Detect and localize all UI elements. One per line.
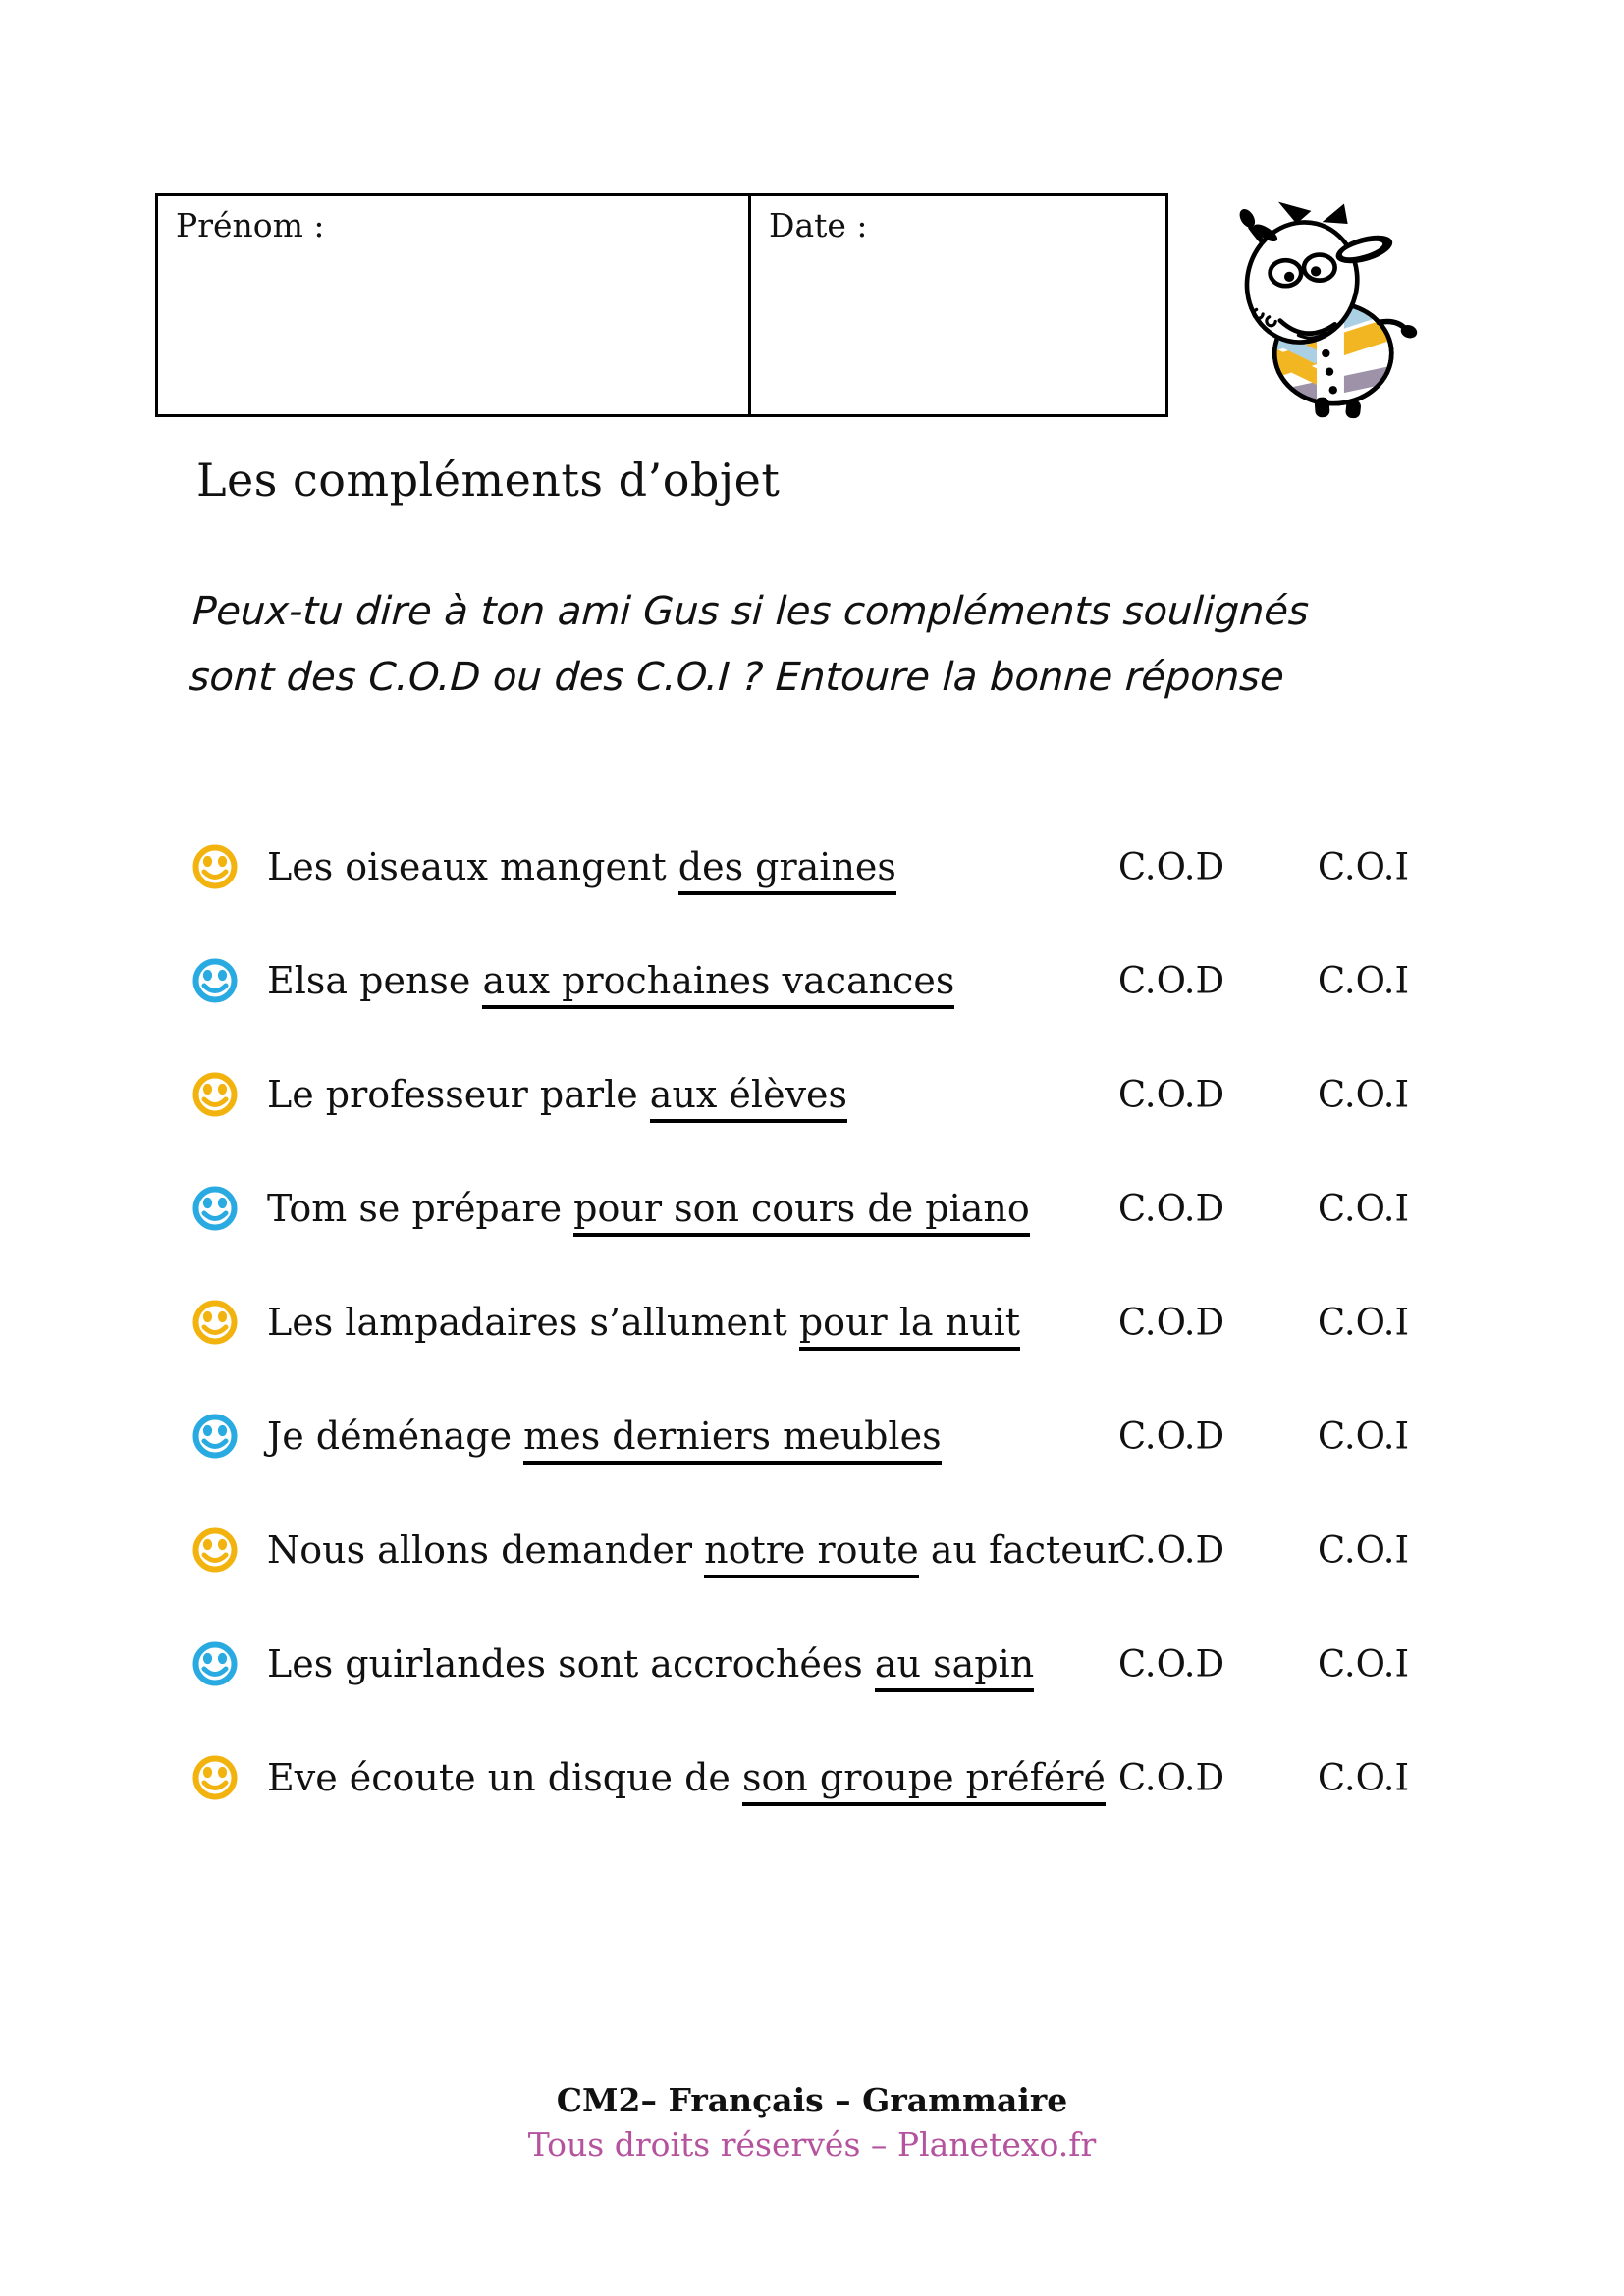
sentence-pre: Eve écoute un disque de	[267, 1756, 742, 1799]
sentence-pre: Le professeur parle	[267, 1073, 650, 1116]
option-coi[interactable]: C.O.I	[1317, 1642, 1410, 1685]
sentence	[267, 1528, 1124, 1572]
option-cod[interactable]: C.O.D	[1117, 1528, 1225, 1572]
exercise-row	[192, 1493, 1469, 1607]
option-coi[interactable]: C.O.I	[1317, 1528, 1410, 1572]
option-coi[interactable]: C.O.I	[1317, 1073, 1410, 1116]
sentence-pre: Je déménage	[267, 1415, 524, 1458]
exercise-row	[192, 810, 1469, 924]
sentence-pre: Elsa pense	[267, 959, 483, 1002]
option-cod[interactable]: C.O.D	[1117, 1187, 1225, 1230]
exercise-list	[192, 810, 1469, 1835]
footer	[0, 2081, 1624, 2163]
exercise-row	[192, 1379, 1469, 1493]
option-cod[interactable]: C.O.D	[1117, 1301, 1225, 1344]
exercise-row	[192, 1038, 1469, 1151]
sentence-underlined: pour son cours de piano	[573, 1187, 1030, 1237]
exercise-row	[192, 924, 1469, 1038]
sentence-post: au facteur	[918, 1528, 1125, 1572]
option-cod[interactable]: C.O.D	[1117, 1756, 1225, 1799]
smiley-icon	[192, 1072, 238, 1117]
option-cod[interactable]: C.O.D	[1117, 959, 1225, 1002]
page-title: Les compléments d’objet	[196, 454, 781, 507]
sentence-underlined: aux élèves	[650, 1073, 847, 1123]
sentence	[267, 959, 954, 1002]
sentence	[267, 1073, 847, 1116]
footer-copyright: Tous droits réservés – Planetexo.fr	[527, 2125, 1097, 2163]
smiley-icon	[192, 1755, 238, 1800]
option-coi[interactable]: C.O.I	[1317, 1415, 1410, 1458]
smiley-icon	[192, 1186, 238, 1231]
sentence-pre: Nous allons demander	[267, 1528, 705, 1572]
smiley-icon	[192, 1641, 238, 1686]
date-field[interactable]	[751, 196, 1165, 414]
sentence-underlined: aux prochaines vacances	[482, 959, 954, 1009]
sentence-underlined: des graines	[678, 845, 896, 895]
sentence	[267, 1301, 1020, 1344]
exercise-row	[192, 1151, 1469, 1265]
prenom-field[interactable]	[158, 196, 751, 414]
footer-course-label: CM2– Français – Grammaire	[556, 2081, 1068, 2119]
instructions-text	[188, 579, 1324, 711]
option-cod[interactable]: C.O.D	[1117, 1642, 1225, 1685]
option-coi[interactable]: C.O.I	[1317, 1301, 1410, 1344]
option-cod[interactable]: C.O.D	[1117, 845, 1225, 888]
name-date-box	[155, 193, 1168, 417]
sentence-pre: Les oiseaux mangent	[267, 845, 678, 888]
exercise-row	[192, 1721, 1469, 1835]
smiley-icon	[192, 1414, 238, 1459]
instructions-line1: Peux-tu dire à ton ami Gus si les compléments soulignés	[191, 589, 1311, 634]
option-coi[interactable]: C.O.I	[1317, 1756, 1410, 1799]
sentence	[267, 1642, 1034, 1685]
goat-mascot-icon	[1225, 194, 1422, 422]
date-label: Date :	[769, 206, 868, 244]
sentence	[267, 1756, 1106, 1799]
option-cod[interactable]: C.O.D	[1117, 1415, 1225, 1458]
sentence-underlined: son groupe préféré	[742, 1756, 1106, 1806]
sentence-pre: Les guirlandes sont accrochées	[267, 1642, 875, 1685]
smiley-icon	[192, 844, 238, 889]
sentence	[267, 1415, 942, 1458]
smiley-icon	[192, 958, 238, 1003]
option-coi[interactable]: C.O.I	[1317, 845, 1410, 888]
sentence-underlined: au sapin	[875, 1642, 1034, 1692]
sentence	[267, 1187, 1030, 1230]
sentence-underlined: pour la nuit	[799, 1301, 1020, 1351]
option-coi[interactable]: C.O.I	[1317, 959, 1410, 1002]
instructions-line2: sont des C.O.D ou des C.O.I ? Entoure la bonne réponse	[188, 655, 1285, 700]
prenom-label: Prénom :	[176, 206, 325, 244]
sentence-pre: Tom se prépare	[267, 1187, 574, 1230]
smiley-icon	[192, 1300, 238, 1345]
smiley-icon	[192, 1527, 238, 1573]
sentence-underlined: mes derniers meubles	[523, 1415, 941, 1465]
option-cod[interactable]: C.O.D	[1117, 1073, 1225, 1116]
sentence-pre: Les lampadaires s’allument	[267, 1301, 799, 1344]
exercise-row	[192, 1607, 1469, 1721]
sentence-underlined: notre route	[704, 1528, 919, 1578]
option-coi[interactable]: C.O.I	[1317, 1187, 1410, 1230]
sentence	[267, 845, 896, 888]
exercise-row	[192, 1265, 1469, 1379]
